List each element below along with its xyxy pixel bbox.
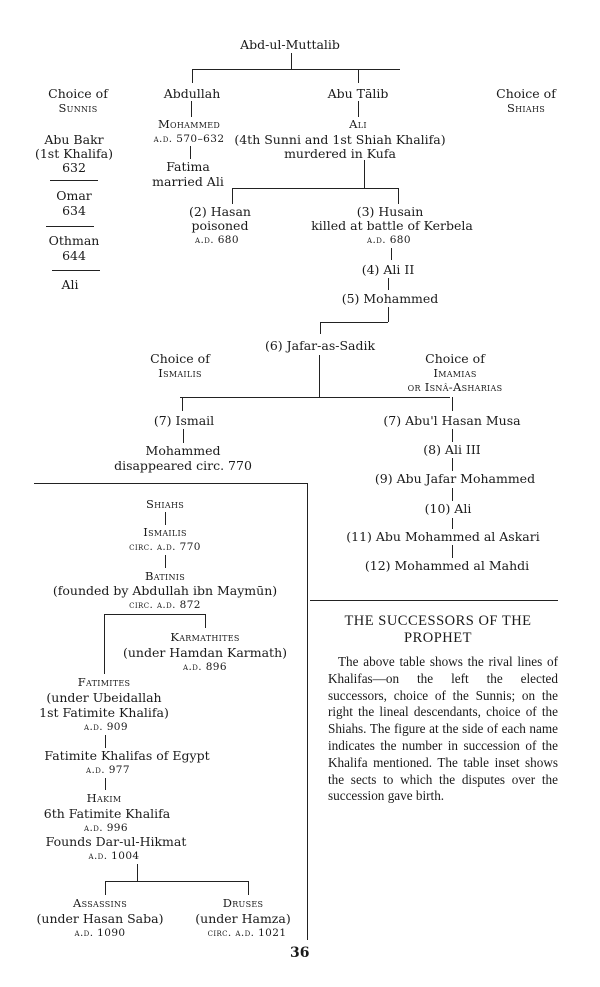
connector bbox=[105, 881, 248, 882]
shiah-header-line2: Shiahs bbox=[506, 101, 546, 115]
othman-name: Othman bbox=[48, 233, 100, 248]
connector bbox=[165, 555, 166, 568]
hasan-name: (2) Hasan bbox=[189, 204, 251, 219]
sunni-header-line2: Sunnis bbox=[58, 101, 98, 115]
inset-ismailis: Ismailis bbox=[143, 525, 187, 539]
inset-hakim-date: a.d. 996 bbox=[84, 822, 128, 834]
inset-batinis-date: circ. a.d. 872 bbox=[129, 599, 201, 611]
sunni-header-line1: Choice of bbox=[48, 86, 108, 101]
inset-druses-line2: (under Hamza) bbox=[195, 911, 291, 926]
inset-fatimites-date: a.d. 909 bbox=[84, 721, 128, 733]
husain-date: a.d. 680 bbox=[367, 234, 411, 246]
ismailis-header-line2: Ismailis bbox=[158, 366, 202, 380]
imam-7: (7) Abu'l Hasan Musa bbox=[383, 413, 521, 428]
inset-assassins-date: a.d. 1090 bbox=[74, 927, 126, 939]
husain-line2: killed at battle of Kerbela bbox=[311, 218, 473, 233]
root-abd-ul-muttalib: Abd-ul-Muttalib bbox=[240, 37, 340, 52]
connector bbox=[183, 429, 184, 443]
hasan-date: a.d. 680 bbox=[195, 234, 239, 246]
inset-fatimites: Fatimites bbox=[77, 675, 131, 689]
inset-shiahs: Shiahs bbox=[145, 497, 185, 511]
abdullah: Abdullah bbox=[163, 86, 221, 101]
connector bbox=[248, 881, 249, 895]
inset-karmathites-line2: (under Hamdan Karmath) bbox=[122, 645, 288, 660]
connector bbox=[291, 53, 292, 69]
connector bbox=[182, 397, 183, 411]
inset-fatimite-egypt: Fatimite Khalifas of Egypt bbox=[44, 748, 210, 763]
sunni-ali: Ali bbox=[61, 277, 79, 292]
omar-year: 634 bbox=[62, 203, 86, 218]
connector bbox=[104, 614, 105, 674]
abu-bakr-year: 632 bbox=[62, 160, 86, 175]
caption-divider bbox=[310, 600, 558, 601]
ali-ii: (4) Ali II bbox=[361, 262, 415, 277]
connector bbox=[452, 458, 453, 471]
connector bbox=[391, 248, 392, 260]
connector bbox=[105, 735, 106, 748]
connector bbox=[388, 307, 389, 322]
connector bbox=[105, 881, 106, 895]
connector bbox=[388, 278, 389, 290]
imamias-header-line3: or Isnâ-Asharias bbox=[407, 380, 503, 394]
inset-karmathites: Karmathites bbox=[170, 630, 240, 644]
connector bbox=[452, 397, 453, 411]
ismail-son-line1: Mohammed bbox=[145, 443, 221, 458]
ismail: (7) Ismail bbox=[153, 413, 215, 428]
divider bbox=[50, 180, 98, 181]
husain-name: (3) Husain bbox=[356, 204, 424, 219]
inset-assassins: Assassins bbox=[72, 896, 128, 910]
imam-12: (12) Mohammed al Mahdi bbox=[364, 558, 530, 573]
mohammed-dates: a.d. 570–632 bbox=[153, 133, 225, 145]
inset-hakim-line4: Founds Dar-ul-Hikmat bbox=[45, 834, 187, 849]
abu-bakr-name: Abu Bakr bbox=[44, 132, 104, 147]
mohammed-5: (5) Mohammed bbox=[341, 291, 439, 306]
imam-11: (11) Abu Mohammed al Askari bbox=[346, 529, 540, 544]
connector bbox=[190, 146, 191, 159]
shiah-header-line1: Choice of bbox=[496, 86, 556, 101]
inset-assassins-line2: (under Hasan Saba) bbox=[36, 911, 164, 926]
connector bbox=[191, 101, 192, 117]
fatima-line1: Fatima bbox=[166, 159, 210, 174]
inset-hakim-date2: a.d. 1004 bbox=[88, 850, 140, 862]
connector bbox=[192, 69, 400, 70]
ismail-son-line2: disappeared circ. 770 bbox=[114, 458, 252, 473]
ali-line3: murdered in Kufa bbox=[284, 146, 396, 161]
inset-hakim-line2: 6th Fatimite Khalifa bbox=[43, 806, 171, 821]
imam-8: (8) Ali III bbox=[423, 442, 481, 457]
othman-year: 644 bbox=[62, 248, 86, 263]
connector bbox=[358, 69, 359, 83]
imam-10: (10) Ali bbox=[424, 501, 472, 516]
connector bbox=[320, 322, 388, 323]
connector bbox=[165, 512, 166, 525]
connector bbox=[452, 545, 453, 558]
imamias-header-line1: Choice of bbox=[425, 351, 485, 366]
divider bbox=[52, 270, 100, 271]
jafar: (6) Jafar-as-Sadik bbox=[264, 338, 376, 353]
caption-body: The above table shows the rival lines of Khalifas—on the left the elected successors, choice of the Sunnis; on the right the lineal descendants, choice of the Shiahs. The figure at the side of each name indicates the number in succession of the Khalifa mentioned. The table inset shows the sects to which the disputes over the succession gave birth. bbox=[328, 654, 558, 804]
divider bbox=[46, 226, 94, 227]
connector bbox=[105, 778, 106, 790]
inset-batinis: Batinis bbox=[144, 569, 186, 583]
connector bbox=[319, 355, 320, 397]
connector bbox=[452, 488, 453, 501]
connector bbox=[320, 322, 321, 334]
omar-name: Omar bbox=[56, 188, 92, 203]
connector bbox=[192, 69, 193, 83]
mohammed-name: Mohammed bbox=[157, 117, 221, 131]
connector bbox=[358, 101, 359, 117]
inset-karmathites-date: a.d. 896 bbox=[183, 661, 227, 673]
inset-ismailis-date: circ. a.d. 770 bbox=[129, 541, 201, 553]
connector bbox=[452, 518, 453, 529]
connector bbox=[452, 429, 453, 442]
ali-line2: (4th Sunni and 1st Shiah Khalifa) bbox=[234, 132, 446, 147]
abu-talib: Abu Tālib bbox=[327, 86, 389, 101]
connector bbox=[232, 188, 399, 189]
inset-druses-date: circ. a.d. 1021 bbox=[207, 927, 287, 939]
connector bbox=[232, 188, 233, 204]
inset-hakim: Hakim bbox=[86, 791, 122, 805]
ali-name: Ali bbox=[349, 117, 367, 131]
fatima-line2: married Ali bbox=[152, 174, 224, 189]
caption-title: THE SUCCESSORS OF THE PROPHET bbox=[344, 613, 532, 646]
inset-fatimites-line2: (under Ubeidallah bbox=[46, 690, 162, 705]
inset-druses: Druses bbox=[222, 896, 264, 910]
connector bbox=[364, 160, 365, 188]
connector bbox=[398, 188, 399, 204]
abu-bakr-note: (1st Khalifa) bbox=[34, 146, 114, 161]
imam-9: (9) Abu Jafar Mohammed bbox=[374, 471, 536, 486]
inset-batinis-line2: (founded by Abdullah ibn Maymūn) bbox=[52, 583, 278, 598]
connector bbox=[104, 614, 206, 615]
inset-right-border bbox=[307, 483, 308, 940]
inset-fatimites-line3: 1st Fatimite Khalifa) bbox=[39, 705, 169, 720]
connector bbox=[205, 614, 206, 628]
inset-top-border bbox=[34, 483, 307, 484]
connector bbox=[137, 864, 138, 881]
ismailis-header-line1: Choice of bbox=[150, 351, 210, 366]
connector bbox=[180, 397, 450, 398]
imamias-header-line2: Imamias bbox=[433, 366, 477, 380]
hasan-line2: poisoned bbox=[191, 218, 249, 233]
inset-fatimite-egypt-date: a.d. 977 bbox=[86, 764, 130, 776]
page-number: 36 bbox=[290, 945, 310, 961]
